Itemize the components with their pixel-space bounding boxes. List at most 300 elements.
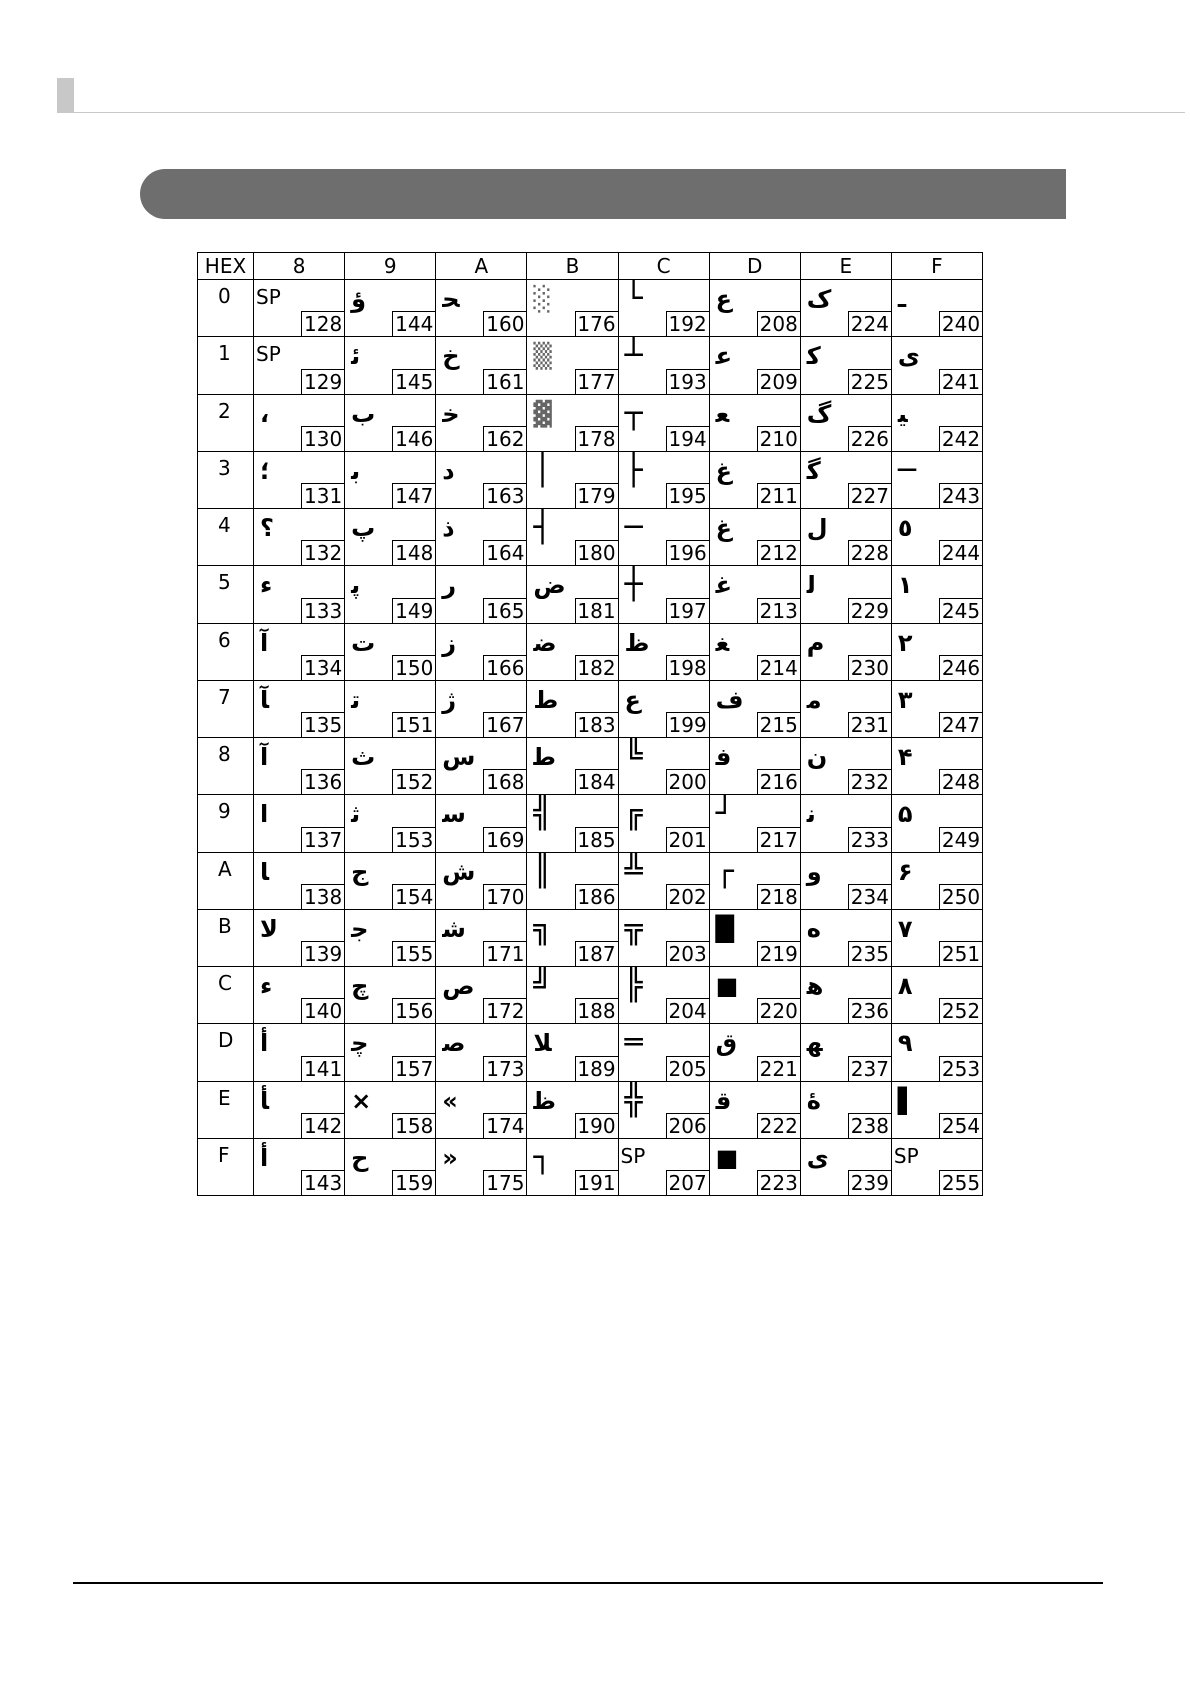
code-cell [891, 1138, 982, 1195]
cell-decimal-code: 218 [757, 884, 800, 909]
cell-character: ﺷ [442, 914, 466, 943]
cell-decimal-code: 147 [392, 483, 435, 508]
cell-decimal-code: 184 [575, 769, 618, 794]
code-cell [254, 738, 345, 795]
cell-character: ﻧ [806, 800, 816, 829]
cell-decimal-code: 167 [483, 712, 526, 737]
code-cell [618, 1138, 709, 1195]
code-cell [254, 394, 345, 451]
cell-decimal-code: 227 [848, 483, 891, 508]
cell-character: ─ [897, 452, 916, 488]
cell-character: ﭘ [351, 571, 361, 600]
cell-decimal-code: 255 [939, 1170, 982, 1195]
cell-character: ﺕ [351, 628, 376, 657]
code-cell [527, 852, 618, 909]
cell-character: ؤ [351, 285, 367, 313]
cell-character: ﻍ [715, 456, 733, 485]
cell-character: ﻇ [533, 1086, 556, 1115]
row-hex-label [198, 337, 254, 394]
cell-character: ﻋ [715, 342, 733, 371]
cell-decimal-code: 181 [575, 598, 618, 623]
cell-decimal-code: 248 [939, 769, 982, 794]
cell-character: ﺃ [260, 1143, 269, 1172]
code-cell [527, 1138, 618, 1195]
cell-character: ░ [533, 285, 552, 313]
cell-decimal-code: 244 [939, 540, 982, 565]
code-cell [345, 337, 436, 394]
cell-decimal-code: 221 [757, 1056, 800, 1081]
cell-decimal-code: 252 [939, 998, 982, 1023]
cell-character: ﻉ [715, 285, 733, 313]
cell-character: ﭖ [351, 514, 376, 542]
table-row [198, 1081, 983, 1138]
code-cell [436, 1138, 527, 1195]
cell-character: ﺗ [351, 685, 361, 714]
row-hex-text: F [218, 1142, 230, 1167]
row-hex-label [198, 909, 254, 966]
cell-character: ﮒ [806, 399, 832, 428]
cell-character: ﺝ [351, 857, 369, 886]
cell-character: │ [533, 452, 552, 488]
code-cell [254, 852, 345, 909]
code-cell [709, 451, 800, 508]
code-cell [527, 909, 618, 966]
cell-decimal-code: 219 [757, 941, 800, 966]
cell-decimal-code: 187 [575, 941, 618, 966]
cell-character: ┼ [624, 567, 643, 603]
cell-character: SP [256, 342, 281, 367]
code-cell [436, 909, 527, 966]
cell-character: ╬ [624, 1082, 643, 1118]
cell-decimal-code: 223 [757, 1170, 800, 1195]
cell-decimal-code: 231 [848, 712, 891, 737]
cell-character: ├ [624, 452, 643, 488]
code-cell [800, 909, 891, 966]
cell-character: × [351, 1086, 372, 1115]
code-cell [527, 738, 618, 795]
cell-decimal-code: 249 [939, 827, 982, 852]
cell-decimal-code: 199 [666, 712, 709, 737]
code-cell [618, 280, 709, 337]
cell-decimal-code: 206 [666, 1113, 709, 1138]
cell-character: ﺂ [260, 685, 270, 714]
cell-character: ﻏ [715, 571, 733, 600]
cell-character: ﺱ [442, 743, 476, 771]
code-cell [709, 795, 800, 852]
code-cell [800, 509, 891, 566]
code-cell [800, 680, 891, 737]
row-hex-text: B [218, 913, 232, 938]
code-cell [709, 909, 800, 966]
table-row [198, 1138, 983, 1195]
code-cell [891, 909, 982, 966]
cell-character: ﻟ [806, 571, 816, 600]
cell-decimal-code: 226 [848, 426, 891, 451]
cell-character: ┬ [624, 395, 643, 431]
cell-decimal-code: 188 [575, 998, 618, 1023]
code-cell [709, 852, 800, 909]
cell-decimal-code: 141 [301, 1056, 344, 1081]
cell-decimal-code: 229 [848, 598, 891, 623]
cell-decimal-code: 182 [575, 655, 618, 680]
row-hex-text: 6 [218, 627, 231, 652]
code-cell [436, 280, 527, 337]
code-cell [436, 795, 527, 852]
table-row [198, 852, 983, 909]
cell-character: » [442, 1143, 458, 1172]
code-cell [345, 852, 436, 909]
cell-character: ١ [897, 571, 913, 600]
cell-decimal-code: 169 [483, 827, 526, 852]
cell-character: ـ [897, 285, 907, 313]
cell-decimal-code: 183 [575, 712, 618, 737]
cell-decimal-code: 251 [939, 941, 982, 966]
code-cell [527, 967, 618, 1024]
table-row [198, 337, 983, 394]
code-cell [709, 967, 800, 1024]
cell-decimal-code: 237 [848, 1056, 891, 1081]
cell-character: ٢ [897, 628, 913, 657]
cell-character: ﻌ [715, 399, 730, 428]
cell-decimal-code: 130 [301, 426, 344, 451]
table-row [198, 566, 983, 623]
code-cell [527, 337, 618, 394]
code-cell [618, 394, 709, 451]
cell-decimal-code: 171 [483, 941, 526, 966]
code-cell [709, 394, 800, 451]
cell-decimal-code: 198 [666, 655, 709, 680]
cell-decimal-code: 131 [301, 483, 344, 508]
cell-character: ﯼ [897, 342, 920, 371]
cell-decimal-code: 190 [575, 1113, 618, 1138]
code-cell [527, 509, 618, 566]
cell-decimal-code: 205 [666, 1056, 709, 1081]
code-cell [800, 337, 891, 394]
code-cell [254, 680, 345, 737]
cell-decimal-code: 138 [301, 884, 344, 909]
cell-character: ٩ [897, 1029, 913, 1058]
cell-decimal-code: 168 [483, 769, 526, 794]
cell-character: ﻍ [715, 514, 733, 542]
row-hex-label [198, 967, 254, 1024]
code-cell [436, 337, 527, 394]
code-cell [436, 967, 527, 1024]
cell-character: ۴ [897, 743, 913, 771]
code-cell [527, 1081, 618, 1138]
cell-character: ﻫ [806, 972, 824, 1000]
cell-decimal-code: 129 [301, 369, 344, 394]
cell-character: ﻑ [715, 685, 744, 714]
cell-decimal-code: 142 [301, 1113, 344, 1138]
cell-character: ─ [624, 510, 643, 545]
code-cell [891, 623, 982, 680]
row-hex-text: 1 [218, 341, 231, 366]
code-cell [254, 1138, 345, 1195]
table-row [198, 394, 983, 451]
cell-decimal-code: 158 [392, 1113, 435, 1138]
header-rule [57, 112, 1185, 113]
cell-decimal-code: 246 [939, 655, 982, 680]
cell-decimal-code: 191 [575, 1170, 618, 1195]
cell-character: ﭼ [351, 1029, 369, 1058]
code-cell [618, 967, 709, 1024]
code-cell [254, 909, 345, 966]
cell-decimal-code: 214 [757, 655, 800, 680]
table-row [198, 509, 983, 566]
cell-character: ٥ [897, 514, 913, 542]
code-cell [709, 680, 800, 737]
cell-decimal-code: 212 [757, 540, 800, 565]
code-cell [618, 738, 709, 795]
cell-character: ﺎ [260, 857, 270, 886]
row-hex-text: 0 [218, 284, 231, 308]
cell-character: ┴ [624, 338, 643, 374]
code-cell [527, 451, 618, 508]
cell-character: ﺑ [351, 456, 361, 485]
cell-decimal-code: 173 [483, 1056, 526, 1081]
code-cell [891, 280, 982, 337]
code-cell [891, 738, 982, 795]
cell-decimal-code: 162 [483, 426, 526, 451]
cell-decimal-code: 210 [757, 426, 800, 451]
code-cell [345, 509, 436, 566]
cell-character: ﻩ [806, 914, 821, 943]
code-cell [891, 967, 982, 1024]
code-cell [345, 280, 436, 337]
cell-character: ٣ [897, 685, 913, 714]
cell-character: ﻓ [715, 743, 732, 771]
cell-decimal-code: 207 [666, 1170, 709, 1195]
code-cell [527, 1024, 618, 1081]
code-cell [800, 1024, 891, 1081]
row-hex-text: 2 [218, 398, 231, 423]
code-cell [618, 1024, 709, 1081]
code-cell [254, 280, 345, 337]
code-cell [800, 852, 891, 909]
cell-character: ۵ [897, 800, 913, 829]
cell-decimal-code: 149 [392, 598, 435, 623]
cell-decimal-code: 222 [757, 1113, 800, 1138]
cell-character: ﺙ [351, 743, 376, 771]
row-hex-text: A [218, 856, 232, 881]
row-hex-text: C [218, 971, 232, 995]
code-cell [709, 566, 800, 623]
code-cell [800, 280, 891, 337]
cell-character: ، [260, 399, 270, 428]
cell-decimal-code: 197 [666, 598, 709, 623]
cell-decimal-code: 232 [848, 769, 891, 794]
code-cell [618, 852, 709, 909]
cell-decimal-code: 135 [301, 712, 344, 737]
cell-decimal-code: 157 [392, 1056, 435, 1081]
code-cell [709, 1138, 800, 1195]
cell-character: ﺛ [351, 800, 361, 829]
code-cell [618, 337, 709, 394]
cell-decimal-code: 225 [848, 369, 891, 394]
code-cell [345, 566, 436, 623]
cell-character: ﺥ [442, 342, 460, 371]
code-cell [618, 680, 709, 737]
code-cell [891, 337, 982, 394]
cell-character: ╗ [533, 910, 552, 946]
cell-character: ﮐ [806, 342, 821, 371]
cell-decimal-code: 155 [392, 941, 435, 966]
row-hex-text: 7 [218, 684, 231, 709]
code-cell [345, 1081, 436, 1138]
code-cell [891, 795, 982, 852]
row-hex-label [198, 738, 254, 795]
code-cell [527, 623, 618, 680]
cell-decimal-code: 195 [666, 483, 709, 508]
cell-character: ﺟ [351, 914, 369, 943]
cell-decimal-code: 220 [757, 998, 800, 1023]
cell-character: ▒ [533, 342, 552, 371]
row-hex-text: D [218, 1028, 234, 1053]
column-header: 9 [345, 253, 436, 280]
cell-decimal-code: 165 [483, 598, 526, 623]
cell-character: ﻕ [715, 1029, 738, 1058]
row-hex-text: 3 [218, 455, 231, 480]
code-cell [254, 795, 345, 852]
cell-decimal-code: 133 [301, 598, 344, 623]
code-cell [618, 795, 709, 852]
table-row [198, 795, 983, 852]
cell-decimal-code: 243 [939, 483, 982, 508]
cell-character: ﻃ [533, 743, 556, 771]
cell-character: ﯼ [806, 1143, 829, 1172]
cell-character: ﺏ [351, 399, 376, 428]
cell-decimal-code: 143 [301, 1170, 344, 1195]
code-cell [345, 451, 436, 508]
cell-decimal-code: 175 [483, 1170, 526, 1195]
code-cell [436, 738, 527, 795]
code-cell [709, 337, 800, 394]
code-cell [709, 280, 800, 337]
code-cell [436, 852, 527, 909]
cell-decimal-code: 189 [575, 1056, 618, 1081]
code-cell [254, 451, 345, 508]
cell-decimal-code: 196 [666, 540, 709, 565]
cell-decimal-code: 202 [666, 884, 709, 909]
cell-decimal-code: 228 [848, 540, 891, 565]
cell-decimal-code: 144 [392, 311, 435, 336]
code-cell [709, 623, 800, 680]
cell-character: ╔ [624, 796, 643, 832]
cell-character: ╣ [533, 796, 552, 832]
code-cell [436, 394, 527, 451]
cell-character: ■ [715, 972, 739, 1000]
code-cell [800, 1081, 891, 1138]
cell-decimal-code: 216 [757, 769, 800, 794]
cell-character: ﮊ [442, 685, 457, 714]
column-header: C [618, 253, 709, 280]
code-cell [436, 623, 527, 680]
cell-character: ٧ [897, 914, 913, 943]
cell-character: ﻬ [806, 1029, 823, 1058]
cell-decimal-code: 233 [848, 827, 891, 852]
cell-decimal-code: 148 [392, 540, 435, 565]
cell-decimal-code: 145 [392, 369, 435, 394]
code-page-table [197, 252, 983, 1196]
code-cell [891, 509, 982, 566]
row-hex-label [198, 623, 254, 680]
cell-decimal-code: 151 [392, 712, 435, 737]
cell-decimal-code: 164 [483, 540, 526, 565]
cell-decimal-code: 215 [757, 712, 800, 737]
cell-decimal-code: 194 [666, 426, 709, 451]
code-cell [345, 795, 436, 852]
code-cell [618, 909, 709, 966]
cell-character: ┐ [533, 1139, 552, 1175]
code-cell [709, 1024, 800, 1081]
cell-decimal-code: 250 [939, 884, 982, 909]
cell-decimal-code: 186 [575, 884, 618, 909]
cell-decimal-code: 204 [666, 998, 709, 1023]
column-header: A [436, 253, 527, 280]
table-row [198, 1024, 983, 1081]
code-cell [436, 566, 527, 623]
cell-decimal-code: 178 [575, 426, 618, 451]
cell-character: ﺧ [442, 399, 460, 428]
cell-decimal-code: 211 [757, 483, 800, 508]
code-cell [618, 1081, 709, 1138]
cell-character: ┌ [715, 853, 734, 889]
code-cell [254, 1081, 345, 1138]
row-hex-label [198, 852, 254, 909]
cell-character: ﺿ [533, 628, 557, 657]
row-hex-text: 9 [218, 799, 231, 824]
code-cell [891, 680, 982, 737]
cell-character: ﺭ [442, 571, 457, 600]
cell-character: ﻗ [715, 1086, 732, 1115]
cell-decimal-code: 161 [483, 369, 526, 394]
cell-character: └ [624, 281, 643, 316]
cell-character: ﻝ [806, 514, 828, 542]
cell-character: ﻭ [806, 857, 822, 886]
cell-decimal-code: 209 [757, 369, 800, 394]
cell-character: ﺳ [442, 800, 466, 829]
table-row [198, 909, 983, 966]
table-row [198, 280, 983, 337]
code-cell [527, 566, 618, 623]
cell-character: ۶ [897, 857, 913, 886]
cell-decimal-code: 208 [757, 311, 800, 336]
cell-character: ╦ [624, 910, 643, 946]
cell-character: ﺫ [442, 514, 455, 542]
code-cell [891, 566, 982, 623]
code-cell [345, 909, 436, 966]
cell-character: « [442, 1086, 458, 1115]
code-cell [527, 795, 618, 852]
code-cell [254, 1024, 345, 1081]
column-header: E [800, 253, 891, 280]
cell-decimal-code: 163 [483, 483, 526, 508]
code-cell [891, 1024, 982, 1081]
code-cell [800, 451, 891, 508]
code-cell [527, 280, 618, 337]
row-hex-text: 8 [218, 742, 231, 766]
table-row [198, 738, 983, 795]
cell-character: أ [260, 1029, 269, 1058]
cell-character: ═ [624, 1025, 643, 1061]
header-marker [57, 78, 74, 112]
code-cell [709, 1081, 800, 1138]
cell-decimal-code: 159 [392, 1170, 435, 1195]
cell-character: ﻥ [806, 743, 828, 771]
cell-decimal-code: 213 [757, 598, 800, 623]
cell-decimal-code: 242 [939, 426, 982, 451]
cell-character: ﺹ [442, 972, 475, 1000]
